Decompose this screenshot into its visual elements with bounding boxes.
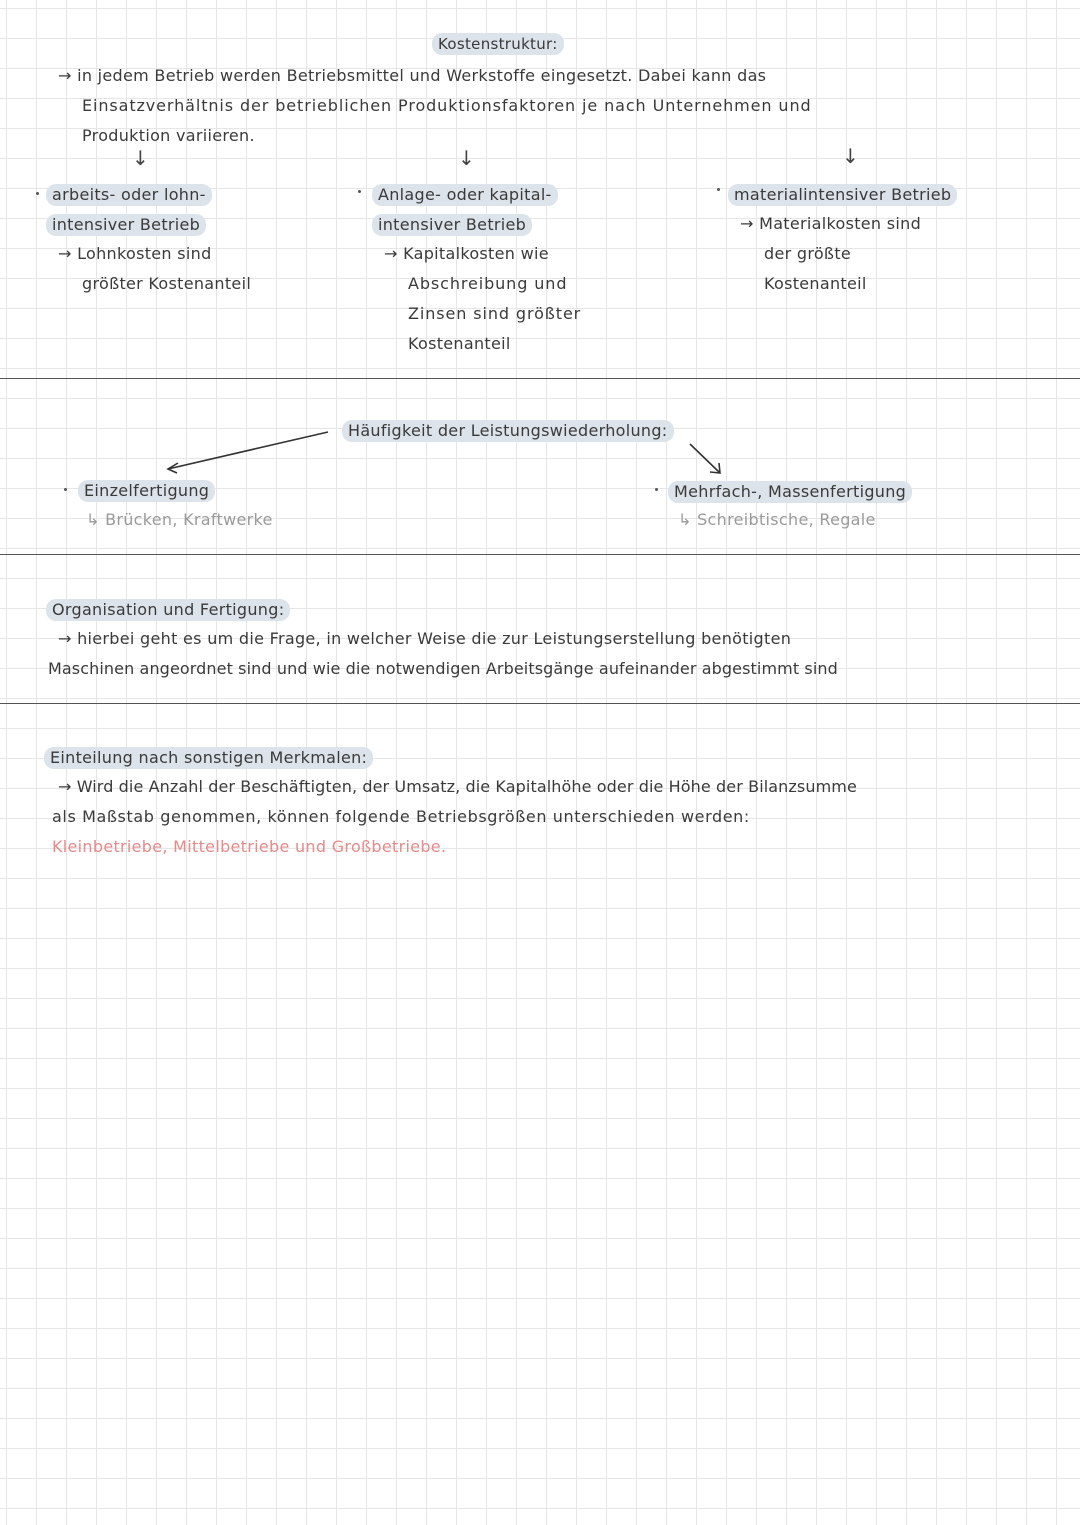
col3-title: materialintensiver Betrieb <box>728 184 957 206</box>
intro-line-1: → in jedem Betrieb werden Betriebsmittel und Werkstoffe eingesetzt. Dabei kann das <box>58 66 767 85</box>
einzelfertigung-title: Einzelfertigung <box>78 480 215 502</box>
section-divider <box>0 703 1080 704</box>
col2-text-line-1: → Kapitalkosten wie <box>384 244 549 263</box>
col3-text-line-3: Kostenanteil <box>764 274 867 293</box>
intro-line-3: Produktion variieren. <box>82 126 255 145</box>
col3-text-line-1: → Materialkosten sind <box>740 214 922 233</box>
einteilung-line-1: → Wird die Anzahl der Beschäftigten, der Umsatz, die Kapitalhöhe oder die Höhe der Bilanzsumme <box>58 777 857 796</box>
col2-title-line-2: intensiver Betrieb <box>372 214 532 236</box>
down-arrow-icon: ↓ <box>132 146 149 170</box>
bullet-dot <box>655 488 658 491</box>
einteilung-line-2: als Maßstab genommen, können folgende Betriebsgrößen unterschieden werden: <box>52 807 750 826</box>
col2-text-line-2: Abschreibung und <box>408 274 568 293</box>
massenfertigung-example: ↳ Schreibtische, Regale <box>678 510 876 529</box>
organisation-line-1: → hierbei geht es um die Frage, in welcher Weise die zur Leistungserstellung benötigten <box>58 629 792 648</box>
bullet-dot <box>64 488 67 491</box>
col3-text-line-2: der größte <box>764 244 852 263</box>
section-title-kostenstruktur: Kostenstruktur: <box>432 33 564 55</box>
massenfertigung-title: Mehrfach-, Massenfertigung <box>668 481 912 503</box>
organisation-line-2: Maschinen angeordnet sind und wie die notwendigen Arbeitsgänge aufeinander abgestimmt sind <box>48 659 838 678</box>
einzelfertigung-example: ↳ Brücken, Kraftwerke <box>86 510 273 529</box>
intro-line-2: Einsatzverhältnis der betrieblichen Produktionsfaktoren je nach Unternehmen und <box>82 96 812 115</box>
section-title-organisation: Organisation und Fertigung: <box>46 599 290 621</box>
col2-text-line-4: Kostenanteil <box>408 334 511 353</box>
section-title-haeufigkeit: Häufigkeit der Leistungswiederholung: <box>342 420 674 442</box>
betriebsgroessen-list: Kleinbetriebe, Mittelbetriebe und Großbetriebe. <box>52 837 447 856</box>
section-divider <box>0 554 1080 555</box>
down-arrow-icon: ↓ <box>458 146 475 170</box>
col1-title-line-1: arbeits- oder lohn- <box>46 184 212 206</box>
col2-text-line-3: Zinsen sind größter <box>408 304 582 323</box>
col1-text-line-1: → Lohnkosten sind <box>58 244 212 263</box>
col1-title-line-2: intensiver Betrieb <box>46 214 206 236</box>
col2-title-line-1: Anlage- oder kapital- <box>372 184 558 206</box>
section-title-einteilung: Einteilung nach sonstigen Merkmalen: <box>44 747 373 769</box>
down-arrow-icon: ↓ <box>842 144 859 168</box>
col1-text-line-2: größter Kostenanteil <box>82 274 252 293</box>
